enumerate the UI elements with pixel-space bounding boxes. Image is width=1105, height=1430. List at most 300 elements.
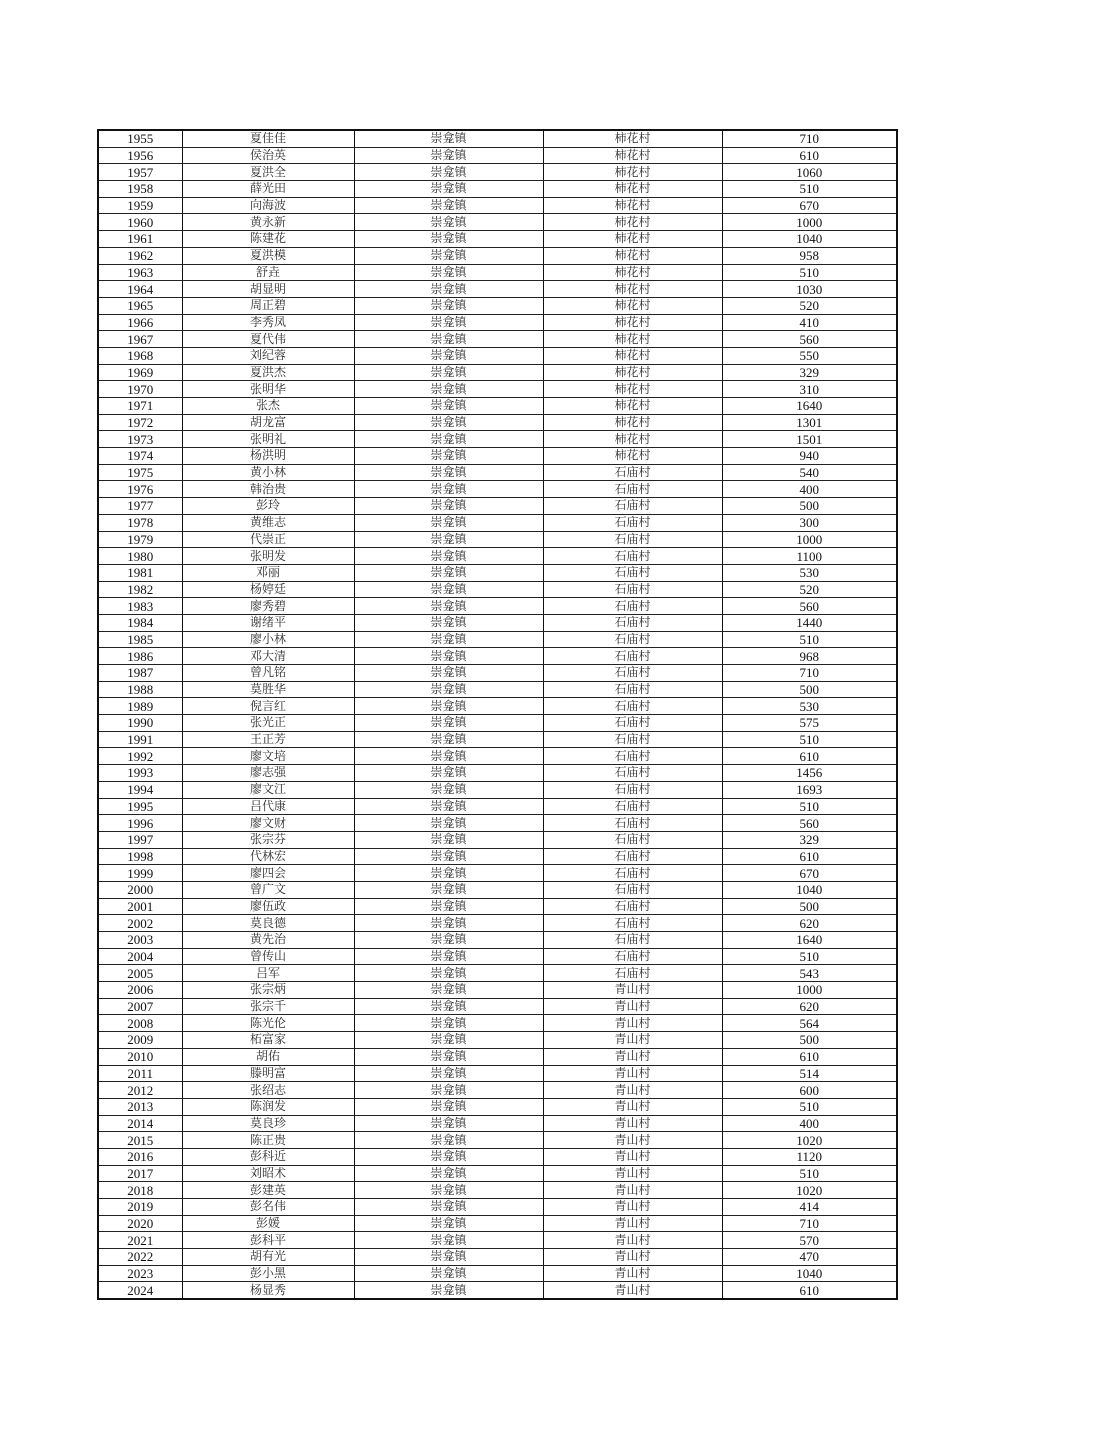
amount-cell: 670 <box>722 197 897 214</box>
name-cell: 廖文财 <box>182 815 354 832</box>
name-cell: 曾传山 <box>182 948 354 965</box>
amount-cell: 610 <box>722 748 897 765</box>
amount-cell: 710 <box>722 665 897 682</box>
table-row <box>98 1082 897 1099</box>
table-row <box>98 698 897 715</box>
town-cell: 崇龛镇 <box>354 414 543 431</box>
town-cell: 崇龛镇 <box>354 564 543 581</box>
table-row <box>98 231 897 248</box>
amount-cell: 1040 <box>722 231 897 248</box>
row-number-cell: 2002 <box>98 915 182 932</box>
table-row <box>98 1065 897 1082</box>
name-cell: 陈光伦 <box>182 1015 354 1032</box>
table-row <box>98 831 897 848</box>
village-cell: 青山村 <box>543 1032 722 1049</box>
row-number-cell: 1995 <box>98 798 182 815</box>
town-cell: 崇龛镇 <box>354 331 543 348</box>
amount-cell: 560 <box>722 815 897 832</box>
name-cell: 吕军 <box>182 965 354 982</box>
town-cell: 崇龛镇 <box>354 314 543 331</box>
name-cell: 邓大清 <box>182 648 354 665</box>
amount-cell: 710 <box>722 130 897 147</box>
village-cell: 青山村 <box>543 1082 722 1099</box>
town-cell: 崇龛镇 <box>354 464 543 481</box>
table-row <box>98 281 897 298</box>
table-row <box>98 548 897 565</box>
village-cell: 柿花村 <box>543 264 722 281</box>
table-row <box>98 982 897 999</box>
amount-cell: 1501 <box>722 431 897 448</box>
village-cell: 石庙村 <box>543 581 722 598</box>
amount-cell: 620 <box>722 915 897 932</box>
table-row <box>98 1015 897 1032</box>
table-row <box>98 1282 897 1299</box>
town-cell: 崇龛镇 <box>354 848 543 865</box>
name-cell: 薛光田 <box>182 181 354 198</box>
town-cell: 崇龛镇 <box>354 347 543 364</box>
name-cell: 黄先治 <box>182 932 354 949</box>
name-cell: 张明华 <box>182 381 354 398</box>
village-cell: 柿花村 <box>543 414 722 431</box>
amount-cell: 610 <box>722 1282 897 1299</box>
town-cell: 崇龛镇 <box>354 247 543 264</box>
row-number-cell: 1992 <box>98 748 182 765</box>
table-row <box>98 164 897 181</box>
row-number-cell: 2004 <box>98 948 182 965</box>
name-cell: 彭科近 <box>182 1148 354 1165</box>
village-cell: 石庙村 <box>543 514 722 531</box>
data-table <box>97 129 898 1300</box>
row-number-cell: 2009 <box>98 1032 182 1049</box>
table-row <box>98 247 897 264</box>
village-cell: 青山村 <box>543 1265 722 1282</box>
town-cell: 崇龛镇 <box>354 631 543 648</box>
row-number-cell: 1955 <box>98 130 182 147</box>
village-cell: 石庙村 <box>543 614 722 631</box>
amount-cell: 1030 <box>722 281 897 298</box>
town-cell: 崇龛镇 <box>354 1148 543 1165</box>
amount-cell: 1640 <box>722 932 897 949</box>
village-cell: 青山村 <box>543 1282 722 1299</box>
town-cell: 崇龛镇 <box>354 1249 543 1266</box>
amount-cell: 1640 <box>722 398 897 415</box>
table-row <box>98 431 897 448</box>
town-cell: 崇龛镇 <box>354 1165 543 1182</box>
amount-cell: 575 <box>722 715 897 732</box>
village-cell: 青山村 <box>543 1215 722 1232</box>
amount-cell: 564 <box>722 1015 897 1032</box>
name-cell: 侯治英 <box>182 147 354 164</box>
town-cell: 崇龛镇 <box>354 681 543 698</box>
town-cell: 崇龛镇 <box>354 398 543 415</box>
row-number-cell: 1990 <box>98 715 182 732</box>
row-number-cell: 1994 <box>98 781 182 798</box>
town-cell: 崇龛镇 <box>354 1132 543 1149</box>
row-number-cell: 1963 <box>98 264 182 281</box>
village-cell: 青山村 <box>543 1249 722 1266</box>
row-number-cell: 1973 <box>98 431 182 448</box>
name-cell: 胡有光 <box>182 1249 354 1266</box>
amount-cell: 1693 <box>722 781 897 798</box>
name-cell: 李秀凤 <box>182 314 354 331</box>
town-cell: 崇龛镇 <box>354 948 543 965</box>
table-row <box>98 1132 897 1149</box>
town-cell: 崇龛镇 <box>354 281 543 298</box>
town-cell: 崇龛镇 <box>354 481 543 498</box>
row-number-cell: 1980 <box>98 548 182 565</box>
row-number-cell: 1964 <box>98 281 182 298</box>
name-cell: 彭玲 <box>182 498 354 515</box>
name-cell: 黄小林 <box>182 464 354 481</box>
village-cell: 青山村 <box>543 1148 722 1165</box>
row-number-cell: 1967 <box>98 331 182 348</box>
town-cell: 崇龛镇 <box>354 1015 543 1032</box>
town-cell: 崇龛镇 <box>354 648 543 665</box>
table-row <box>98 731 897 748</box>
row-number-cell: 2003 <box>98 932 182 949</box>
amount-cell: 968 <box>722 648 897 665</box>
amount-cell: 530 <box>722 698 897 715</box>
row-number-cell: 1960 <box>98 214 182 231</box>
town-cell: 崇龛镇 <box>354 898 543 915</box>
amount-cell: 500 <box>722 1032 897 1049</box>
town-cell: 崇龛镇 <box>354 1082 543 1099</box>
table-row <box>98 932 897 949</box>
name-cell: 胡显明 <box>182 281 354 298</box>
amount-cell: 1040 <box>722 881 897 898</box>
name-cell: 夏洪全 <box>182 164 354 181</box>
name-cell: 向海波 <box>182 197 354 214</box>
amount-cell: 1040 <box>722 1265 897 1282</box>
amount-cell: 510 <box>722 798 897 815</box>
row-number-cell: 1998 <box>98 848 182 865</box>
table-row <box>98 1098 897 1115</box>
row-number-cell: 1975 <box>98 464 182 481</box>
town-cell: 崇龛镇 <box>354 715 543 732</box>
table-row <box>98 130 897 147</box>
amount-cell: 510 <box>722 1165 897 1182</box>
village-cell: 石庙村 <box>543 731 722 748</box>
name-cell: 夏佳佳 <box>182 130 354 147</box>
name-cell: 廖伍政 <box>182 898 354 915</box>
amount-cell: 510 <box>722 948 897 965</box>
village-cell: 石庙村 <box>543 815 722 832</box>
town-cell: 崇龛镇 <box>354 865 543 882</box>
table-row <box>98 948 897 965</box>
town-cell: 崇龛镇 <box>354 614 543 631</box>
row-number-cell: 2018 <box>98 1182 182 1199</box>
table-row <box>98 915 897 932</box>
village-cell: 柿花村 <box>543 398 722 415</box>
row-number-cell: 2019 <box>98 1199 182 1216</box>
village-cell: 柿花村 <box>543 347 722 364</box>
table-row <box>98 1148 897 1165</box>
village-cell: 石庙村 <box>543 665 722 682</box>
village-cell: 石庙村 <box>543 531 722 548</box>
table-row <box>98 881 897 898</box>
table-row <box>98 147 897 164</box>
amount-cell: 329 <box>722 364 897 381</box>
town-cell: 崇龛镇 <box>354 665 543 682</box>
name-cell: 周正碧 <box>182 297 354 314</box>
name-cell: 张绍志 <box>182 1082 354 1099</box>
village-cell: 石庙村 <box>543 631 722 648</box>
amount-cell: 610 <box>722 147 897 164</box>
village-cell: 柿花村 <box>543 381 722 398</box>
row-number-cell: 1999 <box>98 865 182 882</box>
town-cell: 崇龛镇 <box>354 364 543 381</box>
name-cell: 陈建花 <box>182 231 354 248</box>
row-number-cell: 1969 <box>98 364 182 381</box>
town-cell: 崇龛镇 <box>354 731 543 748</box>
town-cell: 崇龛镇 <box>354 1265 543 1282</box>
row-number-cell: 1993 <box>98 765 182 782</box>
row-number-cell: 2007 <box>98 998 182 1015</box>
name-cell: 廖文江 <box>182 781 354 798</box>
table-row <box>98 448 897 465</box>
row-number-cell: 1989 <box>98 698 182 715</box>
row-number-cell: 2008 <box>98 1015 182 1032</box>
table-row <box>98 197 897 214</box>
town-cell: 崇龛镇 <box>354 181 543 198</box>
name-cell: 廖秀碧 <box>182 598 354 615</box>
amount-cell: 600 <box>722 1082 897 1099</box>
table-row <box>98 848 897 865</box>
town-cell: 崇龛镇 <box>354 748 543 765</box>
row-number-cell: 1958 <box>98 181 182 198</box>
town-cell: 崇龛镇 <box>354 581 543 598</box>
amount-cell: 520 <box>722 581 897 598</box>
village-cell: 青山村 <box>543 982 722 999</box>
amount-cell: 570 <box>722 1232 897 1249</box>
town-cell: 崇龛镇 <box>354 197 543 214</box>
amount-cell: 1000 <box>722 531 897 548</box>
amount-cell: 1000 <box>722 214 897 231</box>
table-row <box>98 297 897 314</box>
amount-cell: 1000 <box>722 982 897 999</box>
name-cell: 彭名伟 <box>182 1199 354 1216</box>
row-number-cell: 2023 <box>98 1265 182 1282</box>
row-number-cell: 1996 <box>98 815 182 832</box>
village-cell: 石庙村 <box>543 781 722 798</box>
row-number-cell: 1966 <box>98 314 182 331</box>
name-cell: 莫良珍 <box>182 1115 354 1132</box>
row-number-cell: 2013 <box>98 1098 182 1115</box>
table-row <box>98 614 897 631</box>
town-cell: 崇龛镇 <box>354 164 543 181</box>
row-number-cell: 1971 <box>98 398 182 415</box>
table-row <box>98 331 897 348</box>
row-number-cell: 1968 <box>98 347 182 364</box>
name-cell: 柘富家 <box>182 1032 354 1049</box>
town-cell: 崇龛镇 <box>354 130 543 147</box>
row-number-cell: 2016 <box>98 1148 182 1165</box>
row-number-cell: 1972 <box>98 414 182 431</box>
village-cell: 石庙村 <box>543 548 722 565</box>
name-cell: 曾凡铭 <box>182 665 354 682</box>
village-cell: 青山村 <box>543 998 722 1015</box>
amount-cell: 400 <box>722 481 897 498</box>
name-cell: 王正芳 <box>182 731 354 748</box>
table-row <box>98 498 897 515</box>
table-row <box>98 1249 897 1266</box>
table-row <box>98 264 897 281</box>
amount-cell: 510 <box>722 181 897 198</box>
town-cell: 崇龛镇 <box>354 381 543 398</box>
row-number-cell: 1978 <box>98 514 182 531</box>
amount-cell: 520 <box>722 297 897 314</box>
row-number-cell: 1961 <box>98 231 182 248</box>
village-cell: 柿花村 <box>543 297 722 314</box>
amount-cell: 400 <box>722 1115 897 1132</box>
name-cell: 倪言红 <box>182 698 354 715</box>
town-cell: 崇龛镇 <box>354 1282 543 1299</box>
row-number-cell: 1979 <box>98 531 182 548</box>
name-cell: 廖文培 <box>182 748 354 765</box>
row-number-cell: 1987 <box>98 665 182 682</box>
row-number-cell: 2022 <box>98 1249 182 1266</box>
table-body <box>98 130 897 1299</box>
amount-cell: 1100 <box>722 548 897 565</box>
table-row <box>98 214 897 231</box>
village-cell: 青山村 <box>543 1098 722 1115</box>
table-row <box>98 865 897 882</box>
amount-cell: 1020 <box>722 1132 897 1149</box>
name-cell: 张杰 <box>182 398 354 415</box>
amount-cell: 540 <box>722 464 897 481</box>
town-cell: 崇龛镇 <box>354 1182 543 1199</box>
village-cell: 青山村 <box>543 1199 722 1216</box>
name-cell: 张光正 <box>182 715 354 732</box>
table-row <box>98 398 897 415</box>
town-cell: 崇龛镇 <box>354 881 543 898</box>
amount-cell: 543 <box>722 965 897 982</box>
table-row <box>98 781 897 798</box>
village-cell: 柿花村 <box>543 164 722 181</box>
name-cell: 陈润发 <box>182 1098 354 1115</box>
town-cell: 崇龛镇 <box>354 798 543 815</box>
row-number-cell: 1988 <box>98 681 182 698</box>
village-cell: 石庙村 <box>543 498 722 515</box>
town-cell: 崇龛镇 <box>354 264 543 281</box>
town-cell: 崇龛镇 <box>354 498 543 515</box>
name-cell: 滕明富 <box>182 1065 354 1082</box>
town-cell: 崇龛镇 <box>354 1098 543 1115</box>
town-cell: 崇龛镇 <box>354 548 543 565</box>
amount-cell: 1020 <box>722 1182 897 1199</box>
row-number-cell: 1956 <box>98 147 182 164</box>
table-row <box>98 564 897 581</box>
village-cell: 石庙村 <box>543 681 722 698</box>
town-cell: 崇龛镇 <box>354 231 543 248</box>
name-cell: 彭建英 <box>182 1182 354 1199</box>
amount-cell: 500 <box>722 498 897 515</box>
row-number-cell: 2021 <box>98 1232 182 1249</box>
row-number-cell: 2010 <box>98 1048 182 1065</box>
village-cell: 青山村 <box>543 1115 722 1132</box>
table-row <box>98 414 897 431</box>
row-number-cell: 1965 <box>98 297 182 314</box>
amount-cell: 560 <box>722 598 897 615</box>
village-cell: 石庙村 <box>543 598 722 615</box>
name-cell: 陈正贵 <box>182 1132 354 1149</box>
village-cell: 石庙村 <box>543 898 722 915</box>
town-cell: 崇龛镇 <box>354 1215 543 1232</box>
amount-cell: 1120 <box>722 1148 897 1165</box>
row-number-cell: 2000 <box>98 881 182 898</box>
row-number-cell: 1983 <box>98 598 182 615</box>
name-cell: 舒垚 <box>182 264 354 281</box>
name-cell: 代崇正 <box>182 531 354 548</box>
name-cell: 杨显秀 <box>182 1282 354 1299</box>
name-cell: 曾广文 <box>182 881 354 898</box>
name-cell: 张明发 <box>182 548 354 565</box>
village-cell: 柿花村 <box>543 448 722 465</box>
table-row <box>98 715 897 732</box>
amount-cell: 1060 <box>722 164 897 181</box>
town-cell: 崇龛镇 <box>354 831 543 848</box>
row-number-cell: 2012 <box>98 1082 182 1099</box>
town-cell: 崇龛镇 <box>354 765 543 782</box>
village-cell: 柿花村 <box>543 281 722 298</box>
table-row <box>98 998 897 1015</box>
row-number-cell: 1962 <box>98 247 182 264</box>
row-number-cell: 2017 <box>98 1165 182 1182</box>
table-row <box>98 665 897 682</box>
table-row <box>98 181 897 198</box>
village-cell: 青山村 <box>543 1132 722 1149</box>
village-cell: 石庙村 <box>543 848 722 865</box>
table-row <box>98 898 897 915</box>
row-number-cell: 1997 <box>98 831 182 848</box>
table-row <box>98 681 897 698</box>
name-cell: 廖小林 <box>182 631 354 648</box>
village-cell: 石庙村 <box>543 464 722 481</box>
name-cell: 代林宏 <box>182 848 354 865</box>
town-cell: 崇龛镇 <box>354 1032 543 1049</box>
amount-cell: 410 <box>722 314 897 331</box>
amount-cell: 510 <box>722 264 897 281</box>
amount-cell: 414 <box>722 1199 897 1216</box>
row-number-cell: 1986 <box>98 648 182 665</box>
table-row <box>98 1265 897 1282</box>
village-cell: 青山村 <box>543 1165 722 1182</box>
row-number-cell: 1957 <box>98 164 182 181</box>
row-number-cell: 1982 <box>98 581 182 598</box>
village-cell: 青山村 <box>543 1065 722 1082</box>
name-cell: 谢绪平 <box>182 614 354 631</box>
amount-cell: 620 <box>722 998 897 1015</box>
village-cell: 石庙村 <box>543 564 722 581</box>
town-cell: 崇龛镇 <box>354 965 543 982</box>
name-cell: 黄维志 <box>182 514 354 531</box>
table-row <box>98 1048 897 1065</box>
name-cell: 彭媛 <box>182 1215 354 1232</box>
village-cell: 柿花村 <box>543 331 722 348</box>
table-row <box>98 598 897 615</box>
village-cell: 柿花村 <box>543 197 722 214</box>
name-cell: 刘纪蓉 <box>182 347 354 364</box>
village-cell: 青山村 <box>543 1182 722 1199</box>
table-row <box>98 1232 897 1249</box>
row-number-cell: 1981 <box>98 564 182 581</box>
town-cell: 崇龛镇 <box>354 531 543 548</box>
row-number-cell: 1984 <box>98 614 182 631</box>
town-cell: 崇龛镇 <box>354 1232 543 1249</box>
village-cell: 石庙村 <box>543 748 722 765</box>
amount-cell: 550 <box>722 347 897 364</box>
village-cell: 柿花村 <box>543 231 722 248</box>
